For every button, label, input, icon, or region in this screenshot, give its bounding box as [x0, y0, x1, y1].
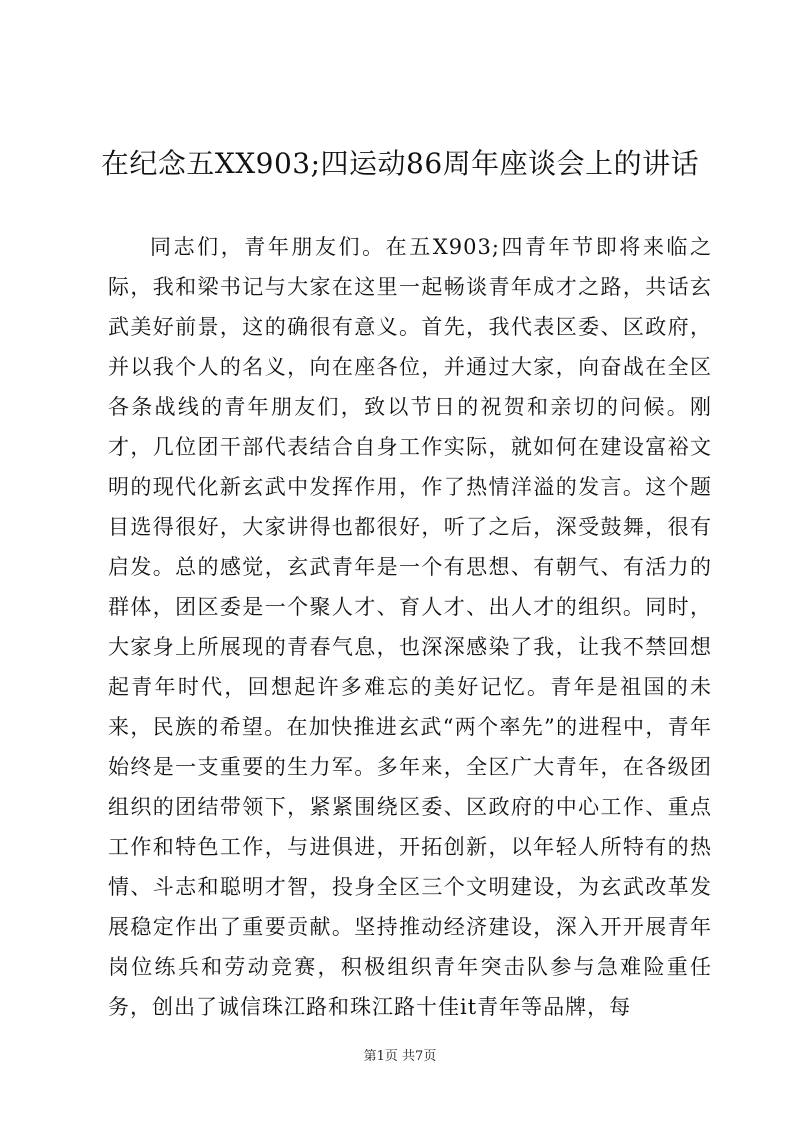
document-title: 在纪念五XX903;四运动86周年座谈会上的讲话	[100, 147, 700, 180]
page-footer: 第1页 共7页	[363, 1049, 437, 1064]
body-paragraph: 同志们，青年朋友们。在五X903;四青年节即将来临之际，我和梁书记与大家在这里一起畅谈青年成才之路，共话玄武美好前景，这的确很有意义。首先，我代表区委、区政府，并以我个人的名义，向在座各位，并通过大家，向奋战在全区各条战线的青年朋友们，致以节日的祝贺和亲切的问候。刚才，几位团干部代表结合自身工作实际，就如何在建设富裕文明的现代化新玄武中发挥作用，作了热情洋溢的发言。这个题目选得很好，大家讲得也都很好，听了之后，深受鼓舞，很有启发。总的感觉，玄武青年是一个有思想、有朝气、有活力的群体，团区委是一个聚人才、育人才、出人才的组织。同时，大家身上所展现的青春气息，也深深感染了我，让我不禁回想起青年时代，回想起许多难忘的美好记忆。青年是祖国的未来，民族的希望。在加快推进玄武“两个率先”的进程中，青年始终是一支重要的生力军。多年来，全区广大青年，在各级团组织的团结带领下，紧紧围绕区委、区政府的中心工作、重点工作和特色工作，与进俱进，开拓创新，以年轻人所特有的热情、斗志和聪明才智，投身全区三个文明建设，为玄武改革发展稳定作出了重要贡献。坚持推动经济建设，深入开开展青年岗位练兵和劳动竞赛，积极组织青年突击队参与急难险重任务，创出了诚信珠江路和珠江路十佳it青年等品牌，每	[108, 235, 712, 1019]
